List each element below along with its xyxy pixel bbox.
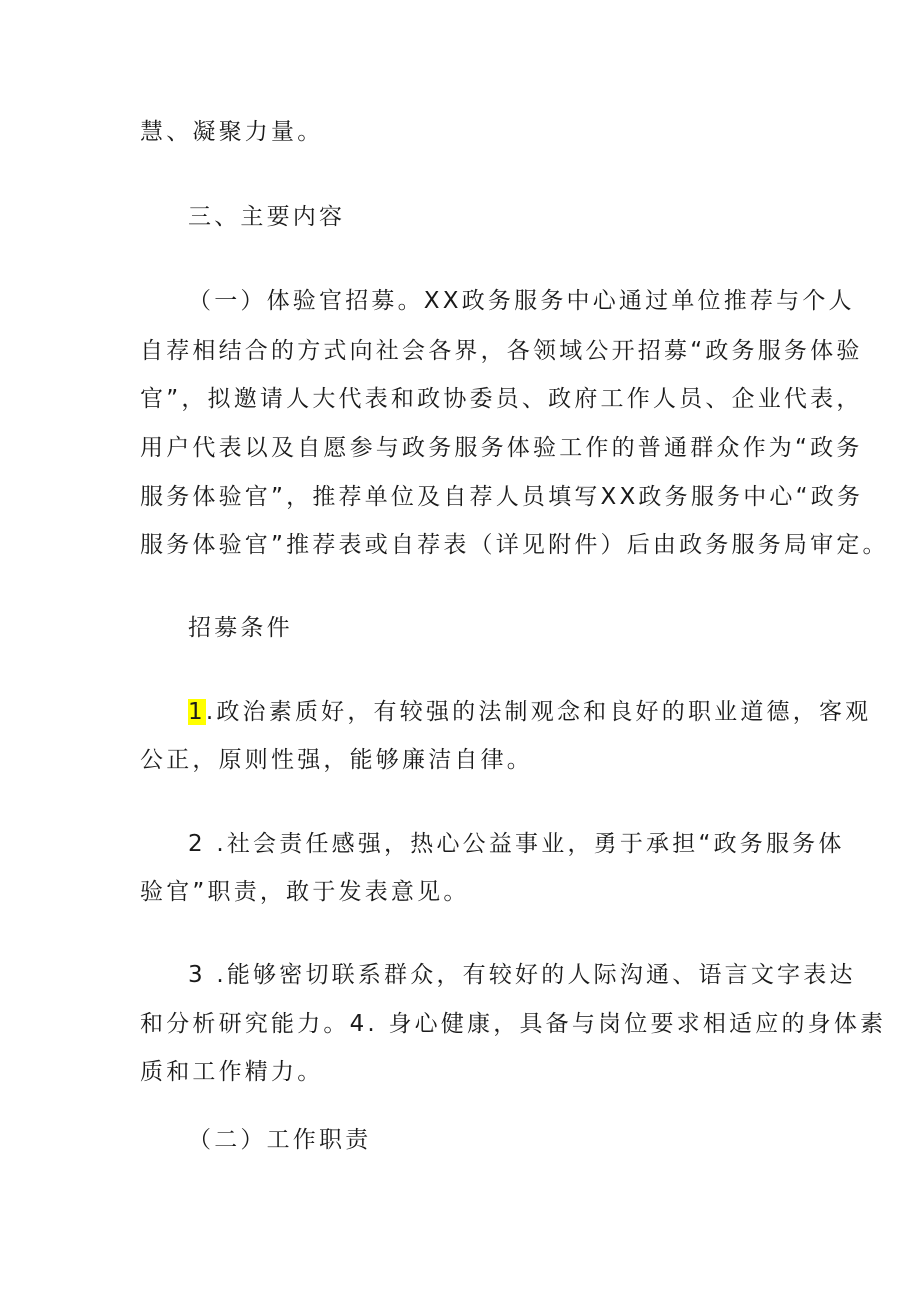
paragraph-line: （一）体验官招募。XX政务服务中心通过单位推荐与个人 bbox=[188, 288, 855, 314]
list-item-2: 2 .社会责任感强，热心公益事业，勇于承担“政务服务体 bbox=[188, 831, 845, 857]
paragraph-line: 慧、凝聚力量。 bbox=[140, 119, 324, 145]
section-heading: （二）工作职责 bbox=[188, 1127, 372, 1153]
section-heading: 三、主要内容 bbox=[188, 204, 346, 230]
list-item-3: 3 .能够密切联系群众，有较好的人际沟通、语言文字表达 bbox=[188, 962, 856, 988]
paragraph-line: 自荐相结合的方式向社会各界，各领域公开招募“政务服务体验 bbox=[140, 338, 863, 364]
highlighted-number: 1 bbox=[188, 699, 206, 725]
paragraph-line: 官”，拟邀请人大代表和政协委员、政府工作人员、企业代表， bbox=[140, 386, 863, 412]
paragraph-line: 服务体验官”，推荐单位及自荐人员填写XX政务服务中心“政务 bbox=[140, 484, 864, 510]
paragraph-line: 服务体验官”推荐表或自荐表（详见附件）后由政务服务局审定。 bbox=[140, 532, 889, 558]
subheading: 招募条件 bbox=[188, 615, 293, 641]
paragraph-line: 和分析研究能力。4. 身心健康，具备与岗位要求相适应的身体素 bbox=[140, 1011, 887, 1037]
paragraph-line: 质和工作精力。 bbox=[140, 1059, 324, 1085]
list-item-1 bbox=[188, 697, 871, 727]
paragraph-line: 公正，原则性强，能够廉洁自律。 bbox=[140, 747, 533, 773]
paragraph-line: 验官”职责，敢于发表意见。 bbox=[140, 879, 470, 905]
list-item-text: .政治素质好，有较强的法制观念和良好的职业道德，客观 bbox=[205, 699, 872, 725]
paragraph-line: 用户代表以及自愿参与政务服务体验工作的普通群众作为“政务 bbox=[140, 435, 863, 461]
